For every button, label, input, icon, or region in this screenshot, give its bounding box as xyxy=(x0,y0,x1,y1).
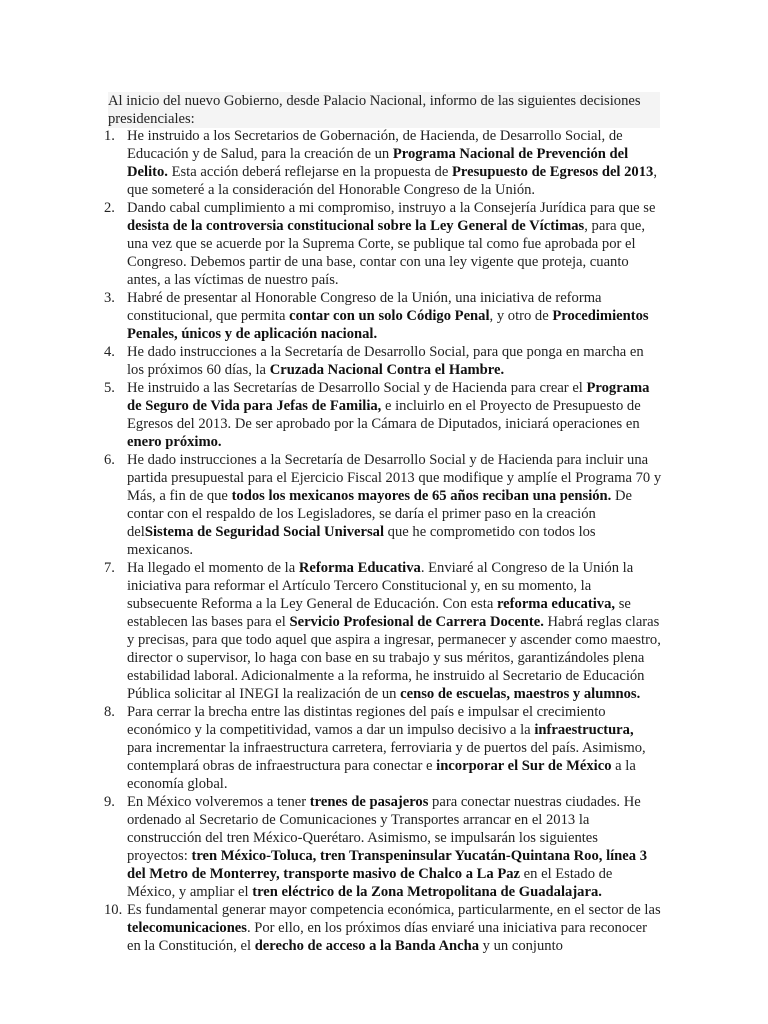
list-item-text: . Enviaré al Congreso de la Unión la iniciativa para reformar el Artículo Tercero Constitucional y, en su momento, la subsecuente Reforma a la Ley General de Educación. Con esta xyxy=(127,560,634,612)
list-item-number: 4. xyxy=(104,344,115,360)
bold-text: todos los mexicanos mayores de 65 años reciban una pensión. xyxy=(231,488,612,504)
list-item-number: 3. xyxy=(104,290,115,306)
list-item-text: se establecen las bases para el xyxy=(127,596,631,630)
list-item-number: 2. xyxy=(104,200,115,216)
list-item-text: He instruido a los Secretarios de Gobernación, de Hacienda, de Desarrollo Social, de Educación y de Salud, para la creación de un xyxy=(127,128,623,162)
bold-text: Cruzada Nacional Contra el Hambre. xyxy=(269,362,505,378)
bold-text: Presupuesto de Egresos del 2013 xyxy=(451,164,654,180)
list-item-number: 8. xyxy=(104,704,115,720)
list-item xyxy=(0,559,768,703)
list-item-text: De contar con el respaldo de los Legisladores, se daría el primer paso en la creación del xyxy=(127,488,632,540)
list-item-number: 6. xyxy=(104,452,115,468)
bold-text: tren México-Toluca, tren Transpeninsular Yucatán-Quintana Roo, línea 3 del Metro de Monterrey, transporte masivo de Chalco a La Paz xyxy=(127,848,648,882)
list-item-text: Para cerrar la brecha entre las distintas regiones del país e impulsar el crecimiento económico y la competitividad, vamos a dar un impulso decisivo a la xyxy=(127,704,606,738)
bold-text: desista de la controversia constitucional sobre la Ley General de Víctimas xyxy=(127,218,585,234)
list-item-text: e incluirlo en el Proyecto de Presupuesto de Egresos del 2013. De ser aprobado por la Cámara de Diputados, iniciará operaciones en xyxy=(127,398,641,432)
list-item xyxy=(0,127,768,199)
bold-text: Reforma Educativa xyxy=(298,560,421,576)
list-item-text: He instruido a las Secretarías de Desarrollo Social y de Hacienda para crear el xyxy=(127,380,587,396)
list-item-number: 1. xyxy=(104,128,115,144)
bold-text: Servicio Profesional de Carrera Docente. xyxy=(289,614,544,630)
list-item-text: para incrementar la infraestructura carretera, ferroviaria y de puertos del país. Asimismo, contemplará obras de infraestructura para conectar e xyxy=(127,740,646,774)
list-item-text: Dando cabal cumplimiento a mi compromiso, instruyo a la Consejería Jurídica para que se xyxy=(127,200,656,216)
bold-text: reforma educativa, xyxy=(496,596,616,612)
bold-text: censo de escuelas, maestros y alumnos. xyxy=(400,686,641,702)
intro-paragraph: Al inicio del nuevo Gobierno, desde Palacio Nacional, informo de las siguientes decisiones presidenciales: xyxy=(108,92,660,128)
list-item-number: 10. xyxy=(104,902,123,918)
list-item-text: para conectar nuestras ciudades. He ordenado al Secretario de Comunicaciones y Transportes arrancar en el 2013 la construcción del tren México-Querétaro. Asimismo, se impulsarán los siguientes proyectos: xyxy=(127,794,641,864)
list-item-number: 5. xyxy=(104,380,115,396)
bold-text: Sistema de Seguridad Social Universal xyxy=(144,524,385,540)
list-item-text: Habré de presentar al Honorable Congreso de la Unión, una iniciativa de reforma constitucional, que permita xyxy=(127,290,602,324)
list-item-text: , para que, una vez que se acuerde por la Suprema Corte, se publique tal como fue aprobada por el Congreso. Debemos partir de una base, contar con una ley vigente que proteja, cuanto antes, a las víctimas de nuestro país. xyxy=(127,218,646,288)
list-item xyxy=(0,451,768,559)
list-item-text: , y otro de xyxy=(489,308,553,324)
list-item xyxy=(0,199,768,289)
bold-text: derecho de acceso a la Banda Ancha xyxy=(254,938,480,954)
list-item xyxy=(0,343,768,379)
list-item-text: He dado instrucciones a la Secretaría de Desarrollo Social y de Hacienda para incluir una partida presupuestal para el Ejercicio Fiscal 2013 que modifique y amplíe el Programa 70 y Más, a fin de que xyxy=(127,452,662,504)
list-item-text: a la economía global. xyxy=(127,758,636,792)
bold-text: Programa Nacional de Prevención del Delito. xyxy=(127,146,629,180)
bold-text: trenes de pasajeros xyxy=(309,794,429,810)
list-item xyxy=(0,703,768,793)
bold-text: tren eléctrico de la Zona Metropolitana de Guadalajara. xyxy=(252,884,602,900)
bold-text: telecomunicaciones xyxy=(127,920,247,936)
decisions-list xyxy=(0,127,768,955)
list-item-text: en el Estado de México, y ampliar el xyxy=(127,866,613,900)
list-item-text: He dado instrucciones a la Secretaría de Desarrollo Social, para que ponga en marcha en los próximos 60 días, la xyxy=(127,344,644,378)
list-item-number: 7. xyxy=(104,560,115,576)
list-item-text: Habrá reglas claras y precisas, para que todo aquel que aspira a ingresar, permanecer y ascender como maestro, director o supervisor, lo haga con base en su trabajo y sus méritos, garantizándoles plena estabilidad laboral. Adicionalmente a la reforma, he instruido al Secretario de Educación Pública solicitar al INEGI la realización de un xyxy=(127,614,661,702)
list-item-text: Ha llegado el momento de la xyxy=(127,560,299,576)
bold-text: incorporar el Sur de México xyxy=(436,758,612,774)
list-item-text: Es fundamental generar mayor competencia económica, particularmente, en el sector de las xyxy=(127,902,661,918)
bold-text: Programa de Seguro de Vida para Jefas de Familia, xyxy=(127,380,650,414)
list-item xyxy=(0,289,768,343)
bold-text: enero próximo. xyxy=(127,434,222,450)
bold-text: Procedimientos Penales, únicos y de aplicación nacional. xyxy=(127,308,649,342)
list-item xyxy=(0,793,768,901)
list-item-text: que he comprometido con todos los mexicanos. xyxy=(127,524,596,558)
bold-text: contar con un solo Código Penal xyxy=(289,308,490,324)
list-item-text: , que someteré a la consideración del Honorable Congreso de la Unión. xyxy=(127,164,657,198)
list-item-text: . Por ello, en los próximos días enviaré una iniciativa para reconocer en la Constitución, el xyxy=(127,920,647,954)
list-item-text: Esta acción deberá reflejarse en la propuesta de xyxy=(167,164,452,180)
list-item-text: En México volveremos a tener xyxy=(127,794,310,810)
list-item xyxy=(0,379,768,451)
bold-text: infraestructura, xyxy=(534,722,634,738)
list-item-number: 9. xyxy=(104,794,115,810)
list-item xyxy=(0,901,768,955)
list-item-text: y un conjunto xyxy=(479,938,563,954)
